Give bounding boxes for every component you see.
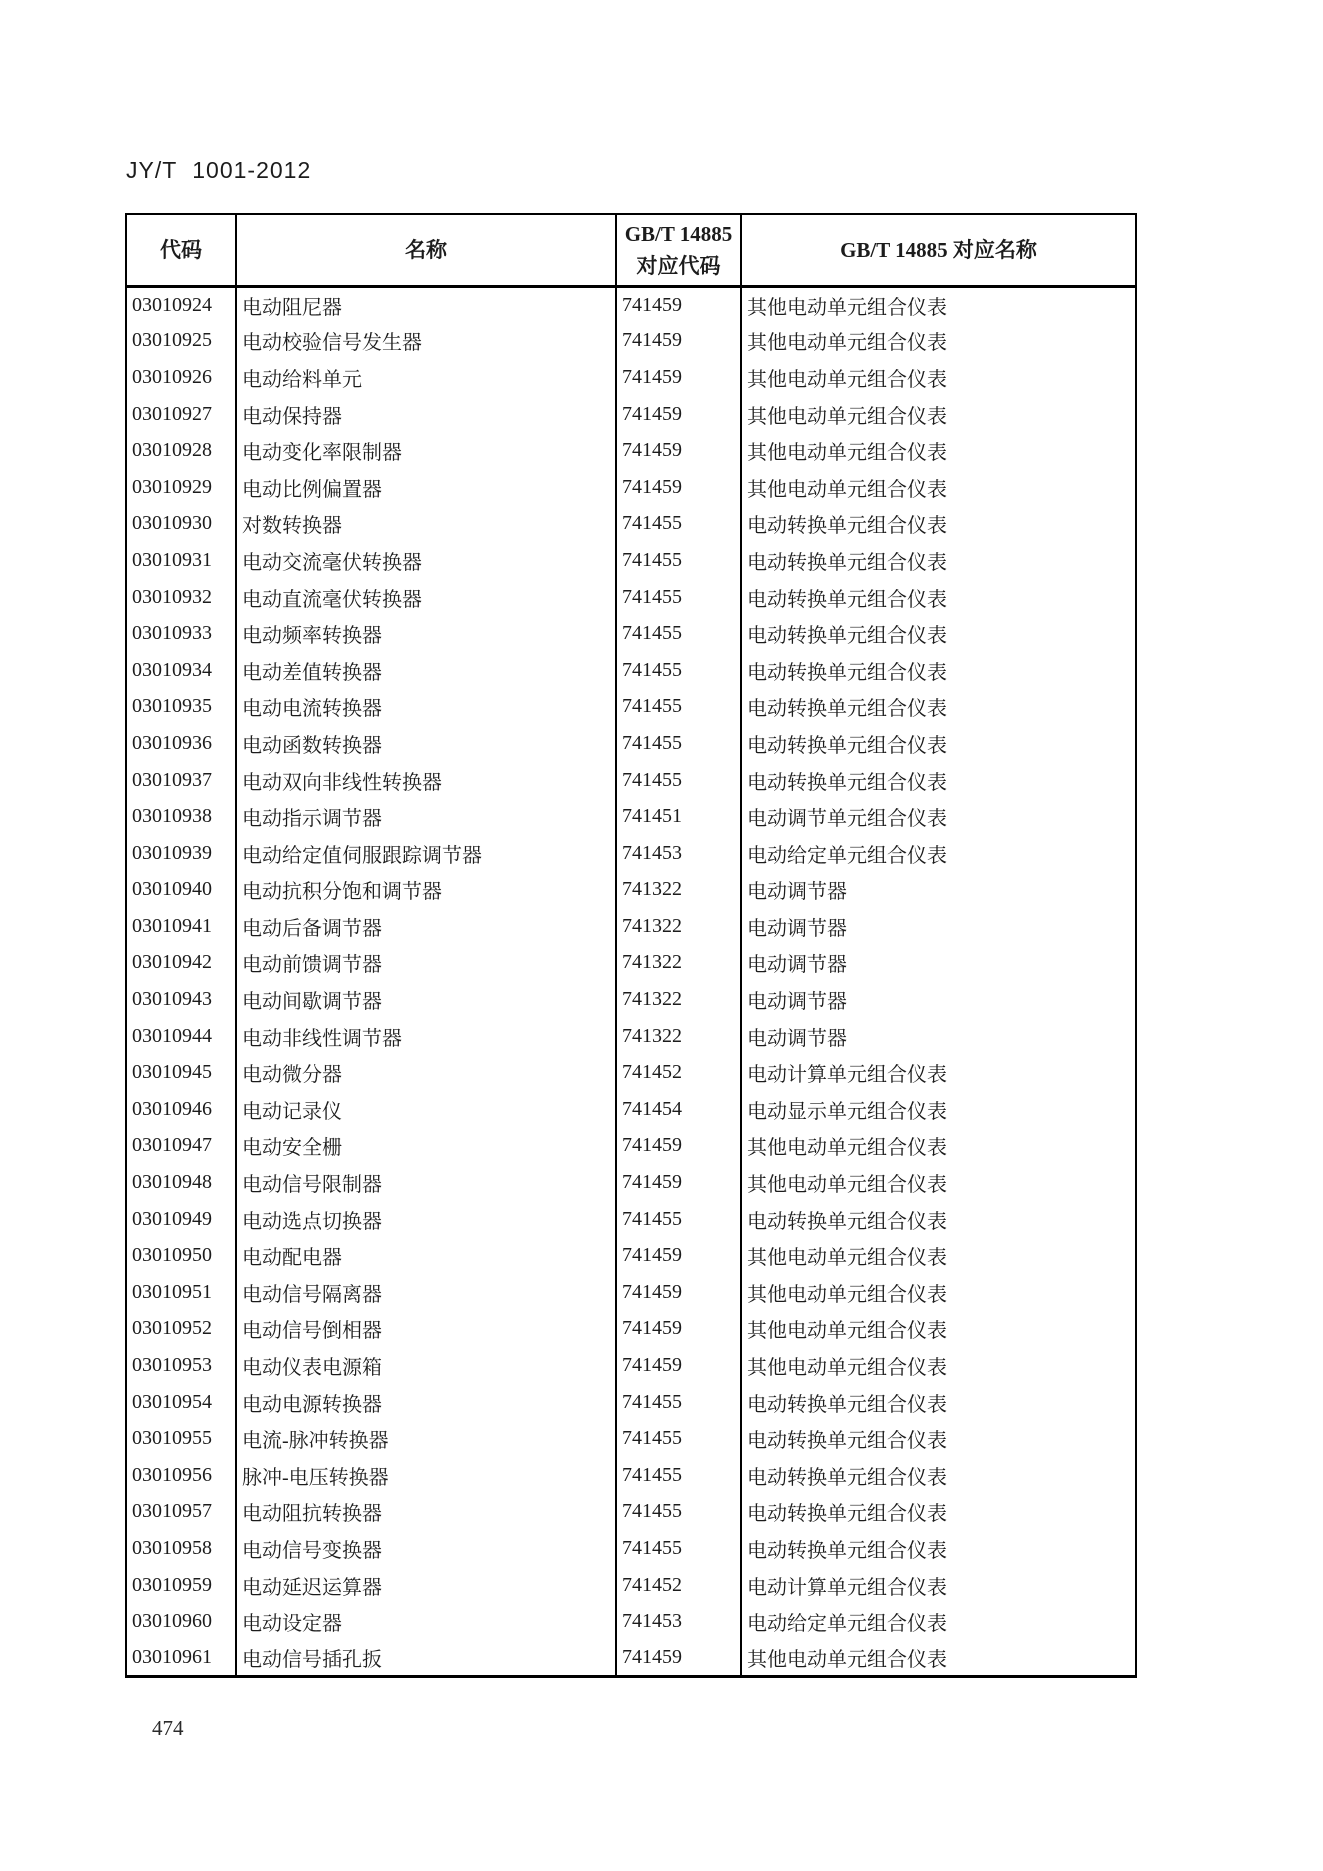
table-row xyxy=(126,1201,1136,1238)
cell-gb-code: 741455 xyxy=(616,1530,741,1567)
cell-code: 03010948 xyxy=(126,1164,236,1201)
cell-gb-code: 741452 xyxy=(616,1054,741,1091)
cell-name: 电流-脉冲转换器 xyxy=(236,1420,616,1457)
cell-gb-code: 741459 xyxy=(616,1128,741,1165)
cell-gb-code: 741453 xyxy=(616,835,741,872)
cell-gb-code: 741459 xyxy=(616,469,741,506)
cell-gb-code: 741451 xyxy=(616,798,741,835)
cell-gb-name: 电动转换单元组合仪表 xyxy=(741,1201,1136,1238)
cell-gb-name: 电动转换单元组合仪表 xyxy=(741,1494,1136,1531)
cell-gb-name: 其他电动单元组合仪表 xyxy=(741,323,1136,360)
cell-name: 电动选点切换器 xyxy=(236,1201,616,1238)
cell-code: 03010947 xyxy=(126,1128,236,1165)
cell-gb-code: 741455 xyxy=(616,1494,741,1531)
cell-gb-code: 741459 xyxy=(616,432,741,469)
cell-name: 电动变化率限制器 xyxy=(236,432,616,469)
standard-number-title: JY/T 1001-2012 xyxy=(126,157,312,183)
table-header xyxy=(126,214,1136,286)
cell-code: 03010940 xyxy=(126,872,236,909)
cell-name: 电动比例偏置器 xyxy=(236,469,616,506)
table-row xyxy=(126,1164,1136,1201)
code-mapping-table xyxy=(125,213,1137,1678)
cell-code: 03010944 xyxy=(126,1018,236,1055)
cell-gb-name: 其他电动单元组合仪表 xyxy=(741,1274,1136,1311)
table-row xyxy=(126,762,1136,799)
table-row xyxy=(126,1603,1136,1640)
table-header-row xyxy=(126,214,1136,286)
cell-code: 03010931 xyxy=(126,542,236,579)
table-row xyxy=(126,1128,1136,1165)
cell-name: 电动延迟运算器 xyxy=(236,1567,616,1604)
cell-gb-code: 741455 xyxy=(616,506,741,543)
cell-gb-name: 电动调节单元组合仪表 xyxy=(741,798,1136,835)
cell-name: 电动抗积分饱和调节器 xyxy=(236,872,616,909)
table-row xyxy=(126,359,1136,396)
table-row xyxy=(126,1091,1136,1128)
table-row xyxy=(126,1640,1136,1677)
cell-gb-code: 741455 xyxy=(616,1457,741,1494)
cell-gb-name: 电动转换单元组合仪表 xyxy=(741,506,1136,543)
table-row xyxy=(126,1018,1136,1055)
cell-name: 电动给定值伺服跟踪调节器 xyxy=(236,835,616,872)
cell-code: 03010932 xyxy=(126,579,236,616)
cell-name: 电动电源转换器 xyxy=(236,1384,616,1421)
table-row xyxy=(126,981,1136,1018)
col-header-gb-code-line1: GB/T 14885 xyxy=(624,221,733,246)
cell-gb-name: 电动转换单元组合仪表 xyxy=(741,579,1136,616)
table-row xyxy=(126,1567,1136,1604)
cell-code: 03010945 xyxy=(126,1054,236,1091)
cell-gb-name: 其他电动单元组合仪表 xyxy=(741,1164,1136,1201)
table-row xyxy=(126,1384,1136,1421)
cell-name: 电动非线性调节器 xyxy=(236,1018,616,1055)
cell-gb-code: 741322 xyxy=(616,981,741,1018)
cell-code: 03010925 xyxy=(126,323,236,360)
cell-name: 电动双向非线性转换器 xyxy=(236,762,616,799)
cell-gb-name: 电动调节器 xyxy=(741,945,1136,982)
cell-name: 电动信号隔离器 xyxy=(236,1274,616,1311)
cell-code: 03010929 xyxy=(126,469,236,506)
col-header-gb-code xyxy=(616,214,741,286)
cell-gb-code: 741455 xyxy=(616,725,741,762)
cell-code: 03010949 xyxy=(126,1201,236,1238)
cell-gb-name: 电动转换单元组合仪表 xyxy=(741,652,1136,689)
cell-name: 电动频率转换器 xyxy=(236,615,616,652)
cell-name: 对数转换器 xyxy=(236,506,616,543)
page-number: 474 xyxy=(152,1716,184,1740)
cell-name: 电动信号变换器 xyxy=(236,1530,616,1567)
cell-gb-code: 741459 xyxy=(616,359,741,396)
cell-code: 03010933 xyxy=(126,615,236,652)
table-row xyxy=(126,579,1136,616)
table-row xyxy=(126,1054,1136,1091)
cell-gb-name: 电动转换单元组合仪表 xyxy=(741,762,1136,799)
cell-gb-code: 741322 xyxy=(616,1018,741,1055)
cell-name: 电动指示调节器 xyxy=(236,798,616,835)
cell-gb-name: 其他电动单元组合仪表 xyxy=(741,469,1136,506)
cell-gb-code: 741459 xyxy=(616,1311,741,1348)
col-header-gb-name-label: GB/T 14885 对应名称 xyxy=(840,237,1037,262)
cell-code: 03010956 xyxy=(126,1457,236,1494)
cell-gb-code: 741459 xyxy=(616,1164,741,1201)
col-header-code-label: 代码 xyxy=(160,237,202,262)
cell-name: 电动信号限制器 xyxy=(236,1164,616,1201)
cell-name: 电动前馈调节器 xyxy=(236,945,616,982)
cell-gb-code: 741455 xyxy=(616,1420,741,1457)
cell-code: 03010950 xyxy=(126,1237,236,1274)
cell-gb-code: 741455 xyxy=(616,689,741,726)
table-row xyxy=(126,1311,1136,1348)
table-row xyxy=(126,286,1136,323)
cell-code: 03010928 xyxy=(126,432,236,469)
col-header-gb-code-line2: 对应代码 xyxy=(636,253,721,278)
cell-code: 03010954 xyxy=(126,1384,236,1421)
table-row xyxy=(126,506,1136,543)
cell-name: 电动校验信号发生器 xyxy=(236,323,616,360)
cell-name: 电动仪表电源箱 xyxy=(236,1347,616,1384)
table-row xyxy=(126,908,1136,945)
cell-code: 03010959 xyxy=(126,1567,236,1604)
cell-code: 03010961 xyxy=(126,1640,236,1677)
cell-gb-name: 电动转换单元组合仪表 xyxy=(741,689,1136,726)
table-row xyxy=(126,432,1136,469)
cell-code: 03010953 xyxy=(126,1347,236,1384)
cell-gb-name: 其他电动单元组合仪表 xyxy=(741,1237,1136,1274)
cell-code: 03010942 xyxy=(126,945,236,982)
cell-code: 03010924 xyxy=(126,286,236,323)
cell-name: 电动记录仪 xyxy=(236,1091,616,1128)
table-row xyxy=(126,1494,1136,1531)
cell-gb-code: 741322 xyxy=(616,908,741,945)
cell-gb-name: 电动调节器 xyxy=(741,872,1136,909)
cell-gb-code: 741455 xyxy=(616,615,741,652)
cell-gb-code: 741459 xyxy=(616,323,741,360)
cell-gb-name: 电动转换单元组合仪表 xyxy=(741,1530,1136,1567)
table-row xyxy=(126,1420,1136,1457)
cell-gb-name: 电动计算单元组合仪表 xyxy=(741,1567,1136,1604)
cell-gb-name: 电动转换单元组合仪表 xyxy=(741,1420,1136,1457)
cell-gb-name: 电动调节器 xyxy=(741,908,1136,945)
table-row xyxy=(126,323,1136,360)
table-row xyxy=(126,798,1136,835)
table-row xyxy=(126,542,1136,579)
cell-code: 03010930 xyxy=(126,506,236,543)
cell-gb-name: 电动调节器 xyxy=(741,981,1136,1018)
cell-name: 电动阻抗转换器 xyxy=(236,1494,616,1531)
cell-gb-name: 电动给定单元组合仪表 xyxy=(741,835,1136,872)
cell-gb-code: 741455 xyxy=(616,652,741,689)
table-row xyxy=(126,469,1136,506)
cell-gb-name: 其他电动单元组合仪表 xyxy=(741,286,1136,323)
cell-name: 电动交流毫伏转换器 xyxy=(236,542,616,579)
table-row xyxy=(126,689,1136,726)
table-row xyxy=(126,396,1136,433)
cell-gb-name: 电动调节器 xyxy=(741,1018,1136,1055)
table-row xyxy=(126,1347,1136,1384)
cell-code: 03010937 xyxy=(126,762,236,799)
cell-gb-code: 741459 xyxy=(616,286,741,323)
cell-gb-name: 其他电动单元组合仪表 xyxy=(741,1347,1136,1384)
cell-name: 电动差值转换器 xyxy=(236,652,616,689)
cell-name: 电动信号倒相器 xyxy=(236,1311,616,1348)
table-body xyxy=(126,286,1136,1677)
cell-gb-code: 741452 xyxy=(616,1567,741,1604)
cell-gb-code: 741322 xyxy=(616,945,741,982)
col-header-name xyxy=(236,214,616,286)
cell-gb-code: 741454 xyxy=(616,1091,741,1128)
cell-gb-code: 741455 xyxy=(616,542,741,579)
cell-code: 03010943 xyxy=(126,981,236,1018)
cell-gb-name: 电动计算单元组合仪表 xyxy=(741,1054,1136,1091)
table-row xyxy=(126,615,1136,652)
cell-code: 03010938 xyxy=(126,798,236,835)
table-row xyxy=(126,872,1136,909)
cell-code: 03010939 xyxy=(126,835,236,872)
cell-code: 03010926 xyxy=(126,359,236,396)
cell-gb-code: 741459 xyxy=(616,396,741,433)
cell-name: 电动设定器 xyxy=(236,1603,616,1640)
cell-name: 电动给料单元 xyxy=(236,359,616,396)
cell-name: 电动后备调节器 xyxy=(236,908,616,945)
cell-gb-name: 其他电动单元组合仪表 xyxy=(741,1311,1136,1348)
cell-code: 03010952 xyxy=(126,1311,236,1348)
cell-gb-code: 741453 xyxy=(616,1603,741,1640)
cell-gb-name: 电动转换单元组合仪表 xyxy=(741,615,1136,652)
col-header-gb-name xyxy=(741,214,1136,286)
cell-name: 电动配电器 xyxy=(236,1237,616,1274)
table-row xyxy=(126,1530,1136,1567)
table-row xyxy=(126,1274,1136,1311)
cell-code: 03010935 xyxy=(126,689,236,726)
cell-name: 电动阻尼器 xyxy=(236,286,616,323)
cell-code: 03010946 xyxy=(126,1091,236,1128)
cell-gb-code: 741455 xyxy=(616,762,741,799)
cell-name: 电动微分器 xyxy=(236,1054,616,1091)
cell-gb-code: 741322 xyxy=(616,872,741,909)
table-row xyxy=(126,652,1136,689)
cell-name: 电动保持器 xyxy=(236,396,616,433)
cell-gb-code: 741459 xyxy=(616,1347,741,1384)
cell-gb-name: 电动给定单元组合仪表 xyxy=(741,1603,1136,1640)
col-header-name-label: 名称 xyxy=(405,237,447,262)
cell-gb-code: 741459 xyxy=(616,1640,741,1677)
cell-gb-name: 电动转换单元组合仪表 xyxy=(741,542,1136,579)
cell-code: 03010955 xyxy=(126,1420,236,1457)
cell-name: 电动电流转换器 xyxy=(236,689,616,726)
col-header-code xyxy=(126,214,236,286)
cell-name: 电动间歇调节器 xyxy=(236,981,616,1018)
cell-gb-name: 其他电动单元组合仪表 xyxy=(741,359,1136,396)
cell-code: 03010941 xyxy=(126,908,236,945)
cell-code: 03010958 xyxy=(126,1530,236,1567)
cell-name: 电动函数转换器 xyxy=(236,725,616,762)
cell-gb-code: 741455 xyxy=(616,1201,741,1238)
cell-gb-code: 741459 xyxy=(616,1237,741,1274)
table-row xyxy=(126,1237,1136,1274)
cell-name: 电动安全栅 xyxy=(236,1128,616,1165)
cell-code: 03010934 xyxy=(126,652,236,689)
cell-code: 03010936 xyxy=(126,725,236,762)
cell-gb-name: 其他电动单元组合仪表 xyxy=(741,396,1136,433)
cell-gb-name: 电动转换单元组合仪表 xyxy=(741,1457,1136,1494)
cell-code: 03010951 xyxy=(126,1274,236,1311)
table-row xyxy=(126,725,1136,762)
cell-gb-name: 电动显示单元组合仪表 xyxy=(741,1091,1136,1128)
cell-gb-code: 741455 xyxy=(616,579,741,616)
cell-gb-name: 其他电动单元组合仪表 xyxy=(741,432,1136,469)
cell-name: 电动直流毫伏转换器 xyxy=(236,579,616,616)
cell-gb-name: 电动转换单元组合仪表 xyxy=(741,1384,1136,1421)
cell-gb-name: 电动转换单元组合仪表 xyxy=(741,725,1136,762)
cell-code: 03010957 xyxy=(126,1494,236,1531)
cell-gb-name: 其他电动单元组合仪表 xyxy=(741,1128,1136,1165)
cell-code: 03010960 xyxy=(126,1603,236,1640)
cell-name: 电动信号插孔扳 xyxy=(236,1640,616,1677)
cell-name: 脉冲-电压转换器 xyxy=(236,1457,616,1494)
cell-code: 03010927 xyxy=(126,396,236,433)
table-row xyxy=(126,945,1136,982)
cell-gb-code: 741455 xyxy=(616,1384,741,1421)
table-row xyxy=(126,835,1136,872)
table-row xyxy=(126,1457,1136,1494)
cell-gb-code: 741459 xyxy=(616,1274,741,1311)
cell-gb-name: 其他电动单元组合仪表 xyxy=(741,1640,1136,1677)
